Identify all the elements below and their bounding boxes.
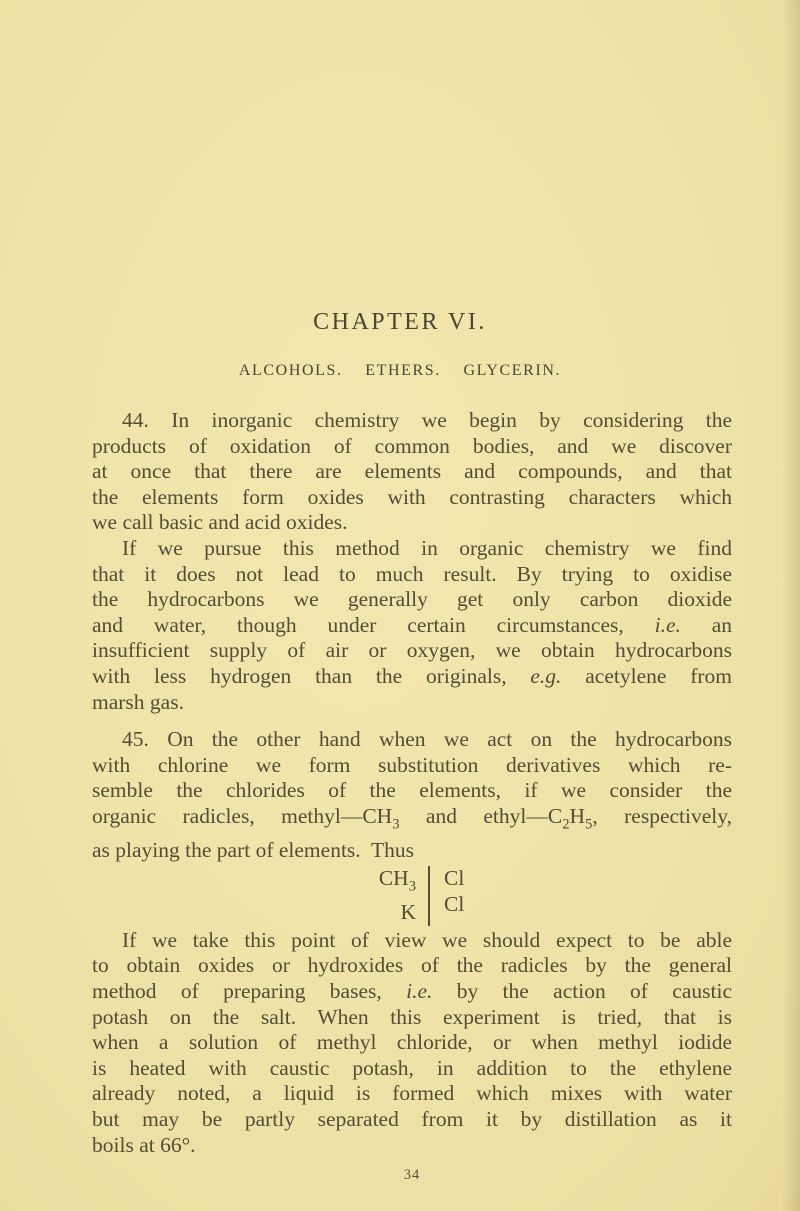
page-edge-shading (782, 0, 800, 1211)
formula-cell-chloride-1: Cl (444, 866, 465, 891)
text-line: but may be partly separated from it by distillation as it (92, 1107, 732, 1132)
paragraph-45 (92, 727, 732, 863)
text-line: we call basic and acid oxides. (92, 510, 348, 535)
text-line: boils at 66°. (92, 1132, 196, 1157)
text-column (92, 408, 732, 1189)
text-line: 45. On the other hand when we act on the hydrocarbons (122, 727, 732, 752)
text-line: potash on the salt. When this experiment is tried, that is (92, 1004, 732, 1029)
paragraph-44-continued (92, 536, 732, 715)
text-line: as playing the part of elements. Thus (92, 837, 415, 862)
formula-cell-potassium: K (400, 900, 416, 925)
formula-right-column (430, 866, 544, 925)
formula-table (101, 866, 741, 925)
text-line: 44. In inorganic chemistry we begin by considering the (122, 408, 732, 432)
paragraph-44 (92, 408, 732, 536)
text-line: is heated with caustic potash, in addition to the ethylene (92, 1055, 732, 1080)
text-line: semble the chlorides of the elements, if we consider the (92, 778, 732, 803)
page-number: 34 (403, 1167, 421, 1184)
text-line: insufficient supply of air or oxygen, we obtain hydrocarbons (92, 638, 732, 663)
text-line: with chlorine we form substitution derivatives which re- (92, 752, 732, 777)
text-line: If we take this point of view we should expect to be able (122, 927, 732, 952)
text-line: marsh gas. (92, 689, 184, 714)
formula-cell-methyl: $CH_3$ (378, 866, 416, 895)
text-line: products of oxidation of common bodies, and we discover (92, 433, 732, 458)
formula-cell-chloride-2: Cl (444, 891, 465, 916)
text-line: at once that there are elements and compounds, and that (92, 459, 732, 484)
text-line: organic radicles, $methyl—CH_3$ and $ethyl—C_2H_5$, respectively, (92, 803, 732, 833)
text-line: already noted, a liquid is formed which mixes with water (92, 1081, 732, 1106)
text-line: method of preparing bases, i.e. by the action of caustic (92, 979, 732, 1004)
text-line: that it does not lead to much result. By trying to oxidise (92, 561, 732, 586)
text-line: and water, though under certain circumstances, i.e. an (92, 612, 732, 637)
text-line: If we pursue this method in organic chemistry we find (122, 535, 732, 560)
section-heading: ALCOHOLS. ETHERS. GLYCERIN. (238, 362, 562, 379)
formula-left-column (298, 866, 428, 925)
paragraph-45-continued (92, 928, 732, 1158)
text-line: the hydrocarbons we generally get only carbon dioxide (92, 587, 732, 612)
chapter-heading: CHAPTER VI. (313, 309, 487, 335)
text-line: the elements form oxides with contrasting characters which (92, 484, 732, 509)
text-line: when a solution of methyl chloride, or when methyl iodide (92, 1030, 732, 1055)
text-line: to obtain oxides or hydroxides of the radicles by the general (92, 953, 732, 978)
text-line: with less hydrogen than the originals, e.g. acetylene from (92, 663, 732, 688)
